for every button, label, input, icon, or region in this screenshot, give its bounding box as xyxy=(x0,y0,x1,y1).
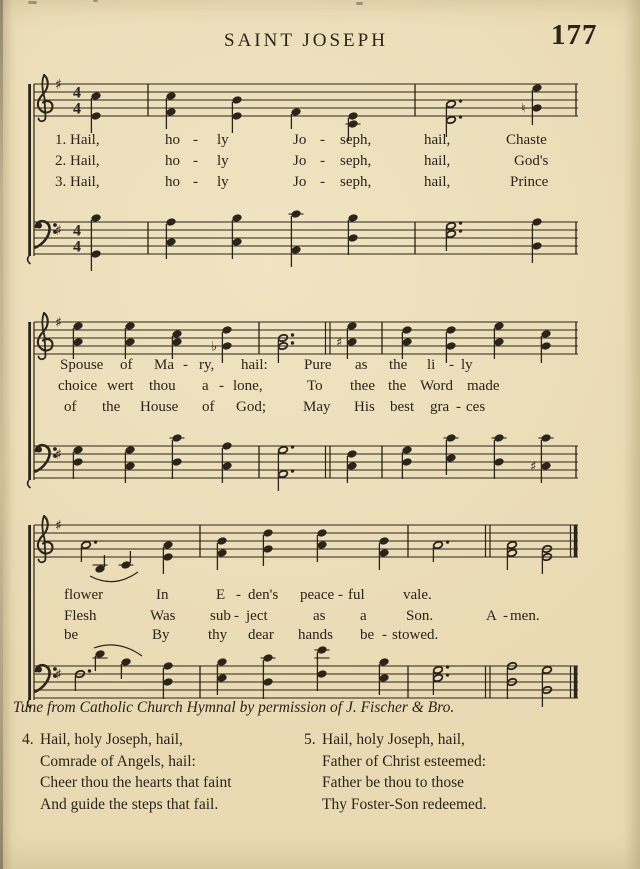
notehead xyxy=(72,457,83,466)
lyric-syllable: thee xyxy=(350,378,375,394)
time-signature: 4 xyxy=(73,222,81,240)
notehead xyxy=(171,457,182,466)
notehead xyxy=(262,528,273,537)
augmentation-dot xyxy=(94,540,97,543)
lyric-syllable: 1. Hail, xyxy=(55,132,100,148)
lyric-syllable: 3. Hail, xyxy=(55,174,100,190)
verse-line: Comrade of Angels, hail: xyxy=(40,752,196,770)
bass-staff-2 xyxy=(34,433,578,491)
lyric-syllable: Pure xyxy=(304,357,332,373)
bass-clef-icon xyxy=(36,665,50,691)
lyric-syllable: - xyxy=(382,627,387,643)
lyric-syllable: May xyxy=(303,399,331,415)
notehead xyxy=(378,673,389,682)
lyric-syllable: be xyxy=(360,627,375,643)
verse-line: And guide the steps that fail. xyxy=(40,795,219,813)
notehead xyxy=(72,337,83,346)
notehead xyxy=(493,457,504,466)
key-signature-sharp: ♯ xyxy=(55,315,62,331)
notehead xyxy=(165,107,176,116)
key-signature-sharp: ♯ xyxy=(55,667,62,683)
notehead xyxy=(231,213,242,222)
notehead xyxy=(540,433,551,442)
notehead xyxy=(445,341,456,350)
lyric-syllable: God; xyxy=(236,399,266,415)
notehead xyxy=(346,449,357,458)
notehead xyxy=(216,536,227,545)
notehead xyxy=(401,457,412,466)
lyric-syllable: dear xyxy=(248,627,274,643)
verse xyxy=(22,729,232,815)
lyric-syllable: stowed. xyxy=(392,627,439,643)
lyric-syllable: Jo xyxy=(293,153,307,169)
notehead xyxy=(346,337,357,346)
notehead xyxy=(278,446,288,454)
notehead xyxy=(446,222,456,230)
notehead xyxy=(90,111,101,120)
notehead xyxy=(165,237,176,246)
notehead xyxy=(378,536,389,545)
notehead xyxy=(493,433,504,442)
lyric-syllable: choice xyxy=(58,378,98,394)
notehead xyxy=(162,552,173,561)
augmentation-dot xyxy=(446,540,449,543)
augmentation-dot xyxy=(88,669,91,672)
notehead xyxy=(540,341,551,350)
page-number: 177 xyxy=(551,19,598,51)
notehead xyxy=(433,666,443,674)
lyric-syllable: ful xyxy=(348,587,365,603)
notehead xyxy=(493,321,504,330)
notehead xyxy=(445,453,456,462)
lyric-syllable: be xyxy=(64,627,79,643)
lyric-syllable: His xyxy=(354,399,375,415)
lyric-syllable: ho xyxy=(165,153,180,169)
lyric-syllable: - xyxy=(193,174,198,190)
time-signature: 4 xyxy=(73,238,81,256)
key-signature-sharp: ♯ xyxy=(55,77,62,93)
notehead xyxy=(221,441,232,450)
accidental: ♯ xyxy=(530,459,537,475)
notehead xyxy=(445,325,456,334)
lyric-syllable: a xyxy=(360,608,367,624)
notehead xyxy=(221,325,232,334)
key-signature-sharp: ♯ xyxy=(55,223,62,239)
notehead xyxy=(433,674,443,682)
lyric-syllable: thy xyxy=(208,627,228,643)
notehead xyxy=(401,325,412,334)
lyric-syllable: - xyxy=(449,357,454,373)
time-signature: 4 xyxy=(73,100,81,118)
notehead xyxy=(531,103,542,112)
lyric-syllable: Jo xyxy=(293,132,307,148)
notehead xyxy=(171,329,182,338)
verse-line: Thy Foster-Son redeemed. xyxy=(322,795,487,813)
notehead xyxy=(540,461,551,470)
lyric-syllable: E xyxy=(216,587,226,603)
lyric-syllable: - xyxy=(236,587,241,603)
notehead xyxy=(262,544,273,553)
lyric-syllable: wert xyxy=(107,378,134,394)
lyric-syllable: House xyxy=(140,399,179,415)
slur xyxy=(90,572,138,582)
lyric-syllable: sub xyxy=(210,608,231,624)
lyric-syllable: To xyxy=(307,378,323,394)
lyric-syllable: - xyxy=(338,587,343,603)
lyric-syllable: Son. xyxy=(406,608,434,624)
notehead xyxy=(165,217,176,226)
lyric-syllable: the xyxy=(102,399,121,415)
lyric-syllable: ry, xyxy=(199,357,215,373)
notehead xyxy=(162,661,173,670)
notehead xyxy=(216,673,227,682)
treble-staff-3 xyxy=(34,516,578,582)
lyric-syllable: - xyxy=(193,153,198,169)
notehead xyxy=(540,329,551,338)
notehead xyxy=(171,433,182,442)
augmentation-dot xyxy=(291,445,294,448)
attribution-line: Tune from Catholic Church Hymnal by permission of J. Fischer & Bro. xyxy=(13,699,455,716)
verse-number: 4. xyxy=(22,731,34,748)
notehead xyxy=(507,549,517,557)
notehead xyxy=(401,337,412,346)
notehead xyxy=(433,541,443,549)
notehead xyxy=(347,233,358,242)
verse-line: Father be thou to those xyxy=(322,774,465,791)
lyric-syllable: men. xyxy=(510,608,540,624)
lyric-syllable: - xyxy=(320,174,325,190)
accidental: ♮ xyxy=(521,101,526,117)
lyric-syllable: 2. Hail, xyxy=(55,153,100,169)
notehead xyxy=(278,470,288,478)
notehead xyxy=(81,541,91,549)
lyric-syllable: - xyxy=(183,357,188,373)
final-barline xyxy=(574,666,578,699)
time-signature: 4 xyxy=(73,84,81,102)
notehead xyxy=(124,461,135,470)
lyric-syllable: of xyxy=(64,399,77,415)
lyric-syllable: hands xyxy=(298,627,333,643)
notehead xyxy=(347,213,358,222)
notehead xyxy=(262,677,273,686)
lyric-syllable: hail, xyxy=(424,174,451,190)
verse-line: Hail, holy Joseph, hail, xyxy=(322,731,465,748)
lyric-syllable: Word xyxy=(420,378,453,394)
notehead xyxy=(72,321,83,330)
lyric-syllable: ject xyxy=(246,608,268,624)
lyric-syllable: In xyxy=(156,587,169,603)
notehead xyxy=(290,245,301,254)
lyric-syllable: seph, xyxy=(340,132,372,148)
notehead xyxy=(221,341,232,350)
notehead xyxy=(162,540,173,549)
augmentation-dot xyxy=(291,469,294,472)
lyric-syllable: - xyxy=(193,132,198,148)
augmentation-dot xyxy=(291,333,294,336)
bass-staff-3 xyxy=(34,645,578,707)
notehead xyxy=(531,217,542,226)
lyric-syllable: - xyxy=(219,378,224,394)
notehead xyxy=(531,241,542,250)
lyric-syllable: ly xyxy=(217,132,229,148)
notehead xyxy=(316,540,327,549)
lyric-syllable: of xyxy=(202,399,215,415)
notehead xyxy=(446,100,456,108)
notehead xyxy=(401,445,412,454)
page-title: SAINT JOSEPH xyxy=(224,30,388,51)
lyric-syllable: Spouse xyxy=(60,357,104,373)
verse xyxy=(304,729,487,815)
notehead xyxy=(542,666,552,674)
notehead xyxy=(290,209,301,218)
system-brace-curl xyxy=(28,480,31,488)
lyric-syllable: ly xyxy=(461,357,473,373)
lyric-syllable: lone, xyxy=(233,378,263,394)
notehead xyxy=(124,445,135,454)
notehead xyxy=(346,461,357,470)
key-signature-sharp: ♯ xyxy=(55,518,62,534)
notehead xyxy=(346,321,357,330)
lyric-syllable: Was xyxy=(150,608,176,624)
notehead xyxy=(378,657,389,666)
lyric-syllable: made xyxy=(467,378,500,394)
notehead xyxy=(446,116,456,124)
notehead xyxy=(231,237,242,246)
augmentation-dot xyxy=(459,229,462,232)
lyric-syllable: Chaste xyxy=(506,132,547,148)
augmentation-dot xyxy=(459,221,462,224)
notehead xyxy=(94,649,105,658)
lyric-syllable: Flesh xyxy=(64,608,97,624)
lyric-syllable: ly xyxy=(217,174,229,190)
lyric-syllable: hail, xyxy=(424,153,451,169)
lyric-syllable: ces xyxy=(466,399,486,415)
notehead xyxy=(165,91,176,100)
notehead xyxy=(378,548,389,557)
lyric-syllable: the xyxy=(388,378,407,394)
notehead xyxy=(445,433,456,442)
lyric-syllable: flower xyxy=(64,587,104,603)
notehead xyxy=(124,321,135,330)
notehead xyxy=(216,657,227,666)
notehead xyxy=(316,645,327,654)
augmentation-dot xyxy=(459,99,462,102)
bass-clef-icon xyxy=(36,221,50,247)
lyric-syllable: the xyxy=(389,357,408,373)
notehead xyxy=(90,249,101,258)
notehead xyxy=(120,657,131,666)
notehead xyxy=(316,528,327,537)
lyric-syllable: as xyxy=(355,357,368,373)
lyric-syllable: seph, xyxy=(340,174,372,190)
lyric-syllable: Prince xyxy=(510,174,549,190)
lyric-syllable: of xyxy=(120,357,133,373)
lyric-syllable: - xyxy=(456,399,461,415)
notehead xyxy=(72,445,83,454)
bass-staff-1 xyxy=(34,209,578,271)
lyric-syllable: li xyxy=(427,357,436,373)
accidental: ♯ xyxy=(336,335,343,351)
lyric-syllable: den's xyxy=(248,587,279,603)
notehead xyxy=(262,653,273,662)
lyric-syllable: hail, xyxy=(424,132,451,148)
accidental: ♭ xyxy=(211,339,218,355)
lyric-syllable: seph, xyxy=(340,153,372,169)
verse-number: 5. xyxy=(304,731,316,748)
lyric-syllable: Jo xyxy=(293,174,307,190)
notehead xyxy=(446,230,456,238)
notehead xyxy=(221,461,232,470)
notehead xyxy=(347,111,358,120)
augmentation-dot xyxy=(446,673,449,676)
verse-line: Cheer thou the hearts that faint xyxy=(40,774,232,791)
lyric-syllable: hail: xyxy=(241,357,268,373)
notehead xyxy=(347,119,358,128)
final-barline xyxy=(574,525,578,558)
notehead xyxy=(90,213,101,222)
lyric-syllable: - xyxy=(320,153,325,169)
system-brace-curl xyxy=(28,256,31,264)
augmentation-dot xyxy=(446,665,449,668)
lyric-syllable: ly xyxy=(217,153,229,169)
notehead xyxy=(316,669,327,678)
notehead xyxy=(231,95,242,104)
notehead xyxy=(216,548,227,557)
key-signature-sharp: ♯ xyxy=(55,447,62,463)
lyric-syllable: peace xyxy=(300,587,335,603)
lyric-syllable: a xyxy=(202,378,209,394)
lyric-syllable: - xyxy=(234,608,239,624)
lyric-syllable: thou xyxy=(149,378,176,394)
notehead xyxy=(493,337,504,346)
lyric-syllable: By xyxy=(152,627,170,643)
lyric-syllable: - xyxy=(320,132,325,148)
lyric-syllable: ho xyxy=(165,132,180,148)
notehead xyxy=(507,541,517,549)
lyric-syllable: gra xyxy=(430,399,450,415)
notehead xyxy=(162,677,173,686)
treble-staff-1 xyxy=(34,75,578,141)
lyric-syllable: as xyxy=(313,608,326,624)
lyric-syllable: Ma xyxy=(154,357,174,373)
augmentation-dot xyxy=(459,115,462,118)
notehead xyxy=(231,111,242,120)
lyric-syllable: - xyxy=(503,608,508,624)
notehead xyxy=(124,337,135,346)
notehead xyxy=(531,83,542,92)
augmentation-dot xyxy=(291,341,294,344)
lyric-syllable: ho xyxy=(165,174,180,190)
lyric-syllable: vale. xyxy=(403,587,432,603)
verse-line: Hail, holy Joseph, hail, xyxy=(40,731,183,748)
lyric-syllable: best xyxy=(390,399,415,415)
lyric-syllable: God's xyxy=(514,153,549,169)
treble-staff-2 xyxy=(34,313,578,363)
notehead xyxy=(90,91,101,100)
verse-line: Father of Christ esteemed: xyxy=(322,752,486,770)
lyric-syllable: A xyxy=(486,608,497,624)
bass-clef-icon xyxy=(36,445,50,471)
notehead xyxy=(290,107,301,116)
notehead xyxy=(171,337,182,346)
